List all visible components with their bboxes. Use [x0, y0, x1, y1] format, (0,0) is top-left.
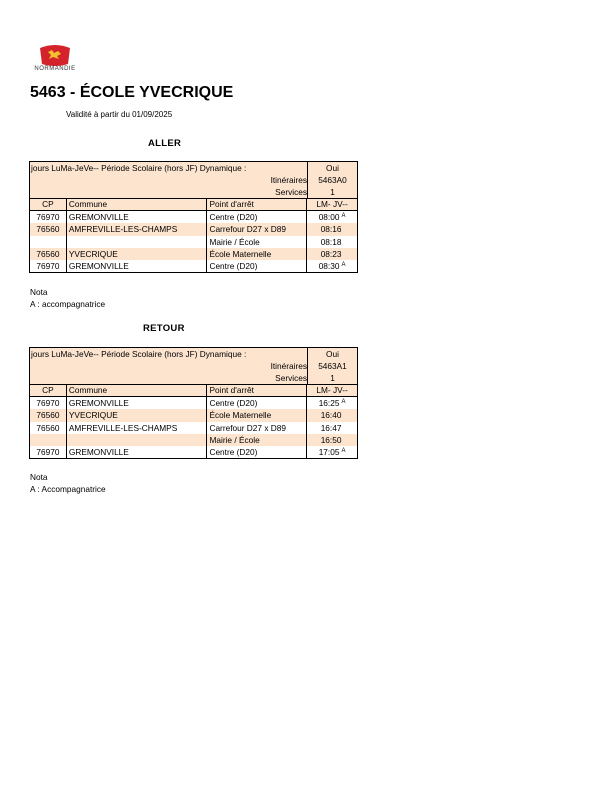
cell-commune: AMFREVILLE-LES-CHAMPS — [67, 223, 208, 235]
days-label: jours LuMa-JeVe-- Période Scolaire (hors JF) Dynamique : — [31, 163, 247, 173]
page-title: 5463 - ÉCOLE YVECRIQUE — [30, 84, 234, 101]
itineraires-value: 5463A1 — [318, 361, 347, 371]
nota-title: Nota — [30, 472, 48, 482]
table-row — [30, 223, 357, 235]
cell-point: École Maternelle — [207, 409, 307, 421]
table-row — [30, 211, 357, 223]
time-value: 08:16 — [320, 224, 342, 235]
cell-cp: 76560 — [30, 422, 67, 434]
table-row — [30, 446, 357, 458]
cell-commune: YVECRIQUE — [67, 409, 208, 421]
cell-point: Carrefour D27 x D89 — [207, 422, 307, 434]
services-value: 1 — [330, 373, 335, 383]
cell-time — [307, 422, 357, 434]
table-row — [30, 409, 357, 421]
col-point: Point d'arrêt — [207, 199, 307, 210]
col-days: LM- JV-- — [316, 385, 348, 395]
note-marker: A — [341, 399, 346, 405]
table-row — [30, 397, 357, 409]
cell-commune: GREMONVILLE — [67, 446, 208, 458]
cell-time — [307, 397, 357, 409]
cell-point: Carrefour D27 x D89 — [207, 223, 307, 235]
cell-point: Mairie / École — [207, 434, 307, 446]
validity-date: Validité à partir du 01/09/2025 — [66, 110, 173, 119]
cell-commune: GREMONVILLE — [67, 260, 208, 272]
cell-time — [307, 446, 357, 458]
services-value: 1 — [330, 187, 335, 197]
time-value: 16:25 — [318, 398, 340, 408]
itineraires-label: Itinéraires — [270, 361, 307, 371]
table-header — [30, 162, 357, 198]
column-headers — [30, 384, 357, 397]
nota-aller — [30, 286, 105, 310]
cell-point: Centre (D20) — [207, 397, 307, 409]
time-value: 16:40 — [320, 410, 342, 421]
cell-time — [307, 223, 357, 235]
nota-retour — [30, 471, 106, 495]
cell-commune — [67, 236, 208, 248]
table-header — [30, 348, 357, 384]
cell-cp: 76560 — [30, 248, 67, 260]
cell-cp — [30, 434, 67, 446]
cell-point: Centre (D20) — [207, 211, 307, 223]
section-label-aller: ALLER — [148, 138, 182, 149]
table-row — [30, 248, 357, 260]
table-row — [30, 422, 357, 434]
cell-point: Centre (D20) — [207, 446, 307, 458]
nota-title: Nota — [30, 287, 48, 297]
col-days: LM- JV-- — [316, 199, 348, 209]
time-value: 16:47 — [320, 422, 342, 433]
col-commune: Commune — [67, 385, 208, 396]
cell-point: Mairie / École — [207, 236, 307, 248]
services-label: Services — [275, 187, 307, 197]
section-label-retour: RETOUR — [143, 323, 185, 334]
col-commune: Commune — [67, 199, 208, 210]
itineraires-value: 5463A0 — [318, 175, 347, 185]
time-value: 08:23 — [320, 248, 342, 259]
cell-time — [307, 409, 357, 421]
cell-commune: AMFREVILLE-LES-CHAMPS — [67, 422, 208, 434]
table-row — [30, 260, 357, 272]
cell-commune: GREMONVILLE — [67, 211, 208, 223]
time-value: 17:05 — [318, 447, 340, 458]
col-cp: CP — [30, 385, 67, 396]
cell-time — [307, 248, 357, 260]
cell-commune: YVECRIQUE — [67, 248, 208, 260]
col-cp: CP — [30, 199, 67, 210]
cell-cp: 76560 — [30, 223, 67, 235]
nota-text: A : Accompagnatrice — [30, 484, 106, 494]
cell-time — [307, 434, 357, 446]
note-marker: A — [341, 448, 346, 455]
table-row — [30, 236, 357, 248]
itineraires-label: Itinéraires — [270, 175, 307, 185]
days-value: Oui — [326, 349, 339, 359]
logo-text: NORMANDIE — [34, 66, 76, 72]
cell-cp: 76970 — [30, 446, 67, 458]
time-value: 16:50 — [320, 434, 342, 445]
time-value: 08:18 — [320, 236, 342, 247]
note-marker: A — [341, 262, 346, 269]
days-label: jours LuMa-JeVe-- Période Scolaire (hors JF) Dynamique : — [31, 349, 247, 359]
cell-point: Centre (D20) — [207, 260, 307, 272]
cell-time — [307, 211, 357, 223]
cell-cp: 76970 — [30, 397, 67, 409]
cell-time — [307, 236, 357, 248]
note-marker: A — [341, 213, 346, 219]
time-value: 08:30 — [318, 261, 340, 272]
services-label: Services — [275, 373, 307, 383]
days-value: Oui — [326, 163, 339, 173]
time-value: 08:00 — [318, 212, 340, 222]
cell-cp: 76970 — [30, 211, 67, 223]
column-headers — [30, 198, 357, 211]
cell-cp: 76970 — [30, 260, 67, 272]
cell-commune: GREMONVILLE — [67, 397, 208, 409]
cell-point: École Maternelle — [207, 248, 307, 260]
nota-text: A : accompagnatrice — [30, 299, 106, 309]
cell-cp: 76560 — [30, 409, 67, 421]
cell-time — [307, 260, 357, 272]
table-row — [30, 434, 357, 446]
timetable-aller — [29, 161, 358, 273]
cell-commune — [67, 434, 208, 446]
timetable-retour — [29, 347, 358, 459]
cell-cp — [30, 236, 67, 248]
col-point: Point d'arrêt — [207, 385, 307, 396]
